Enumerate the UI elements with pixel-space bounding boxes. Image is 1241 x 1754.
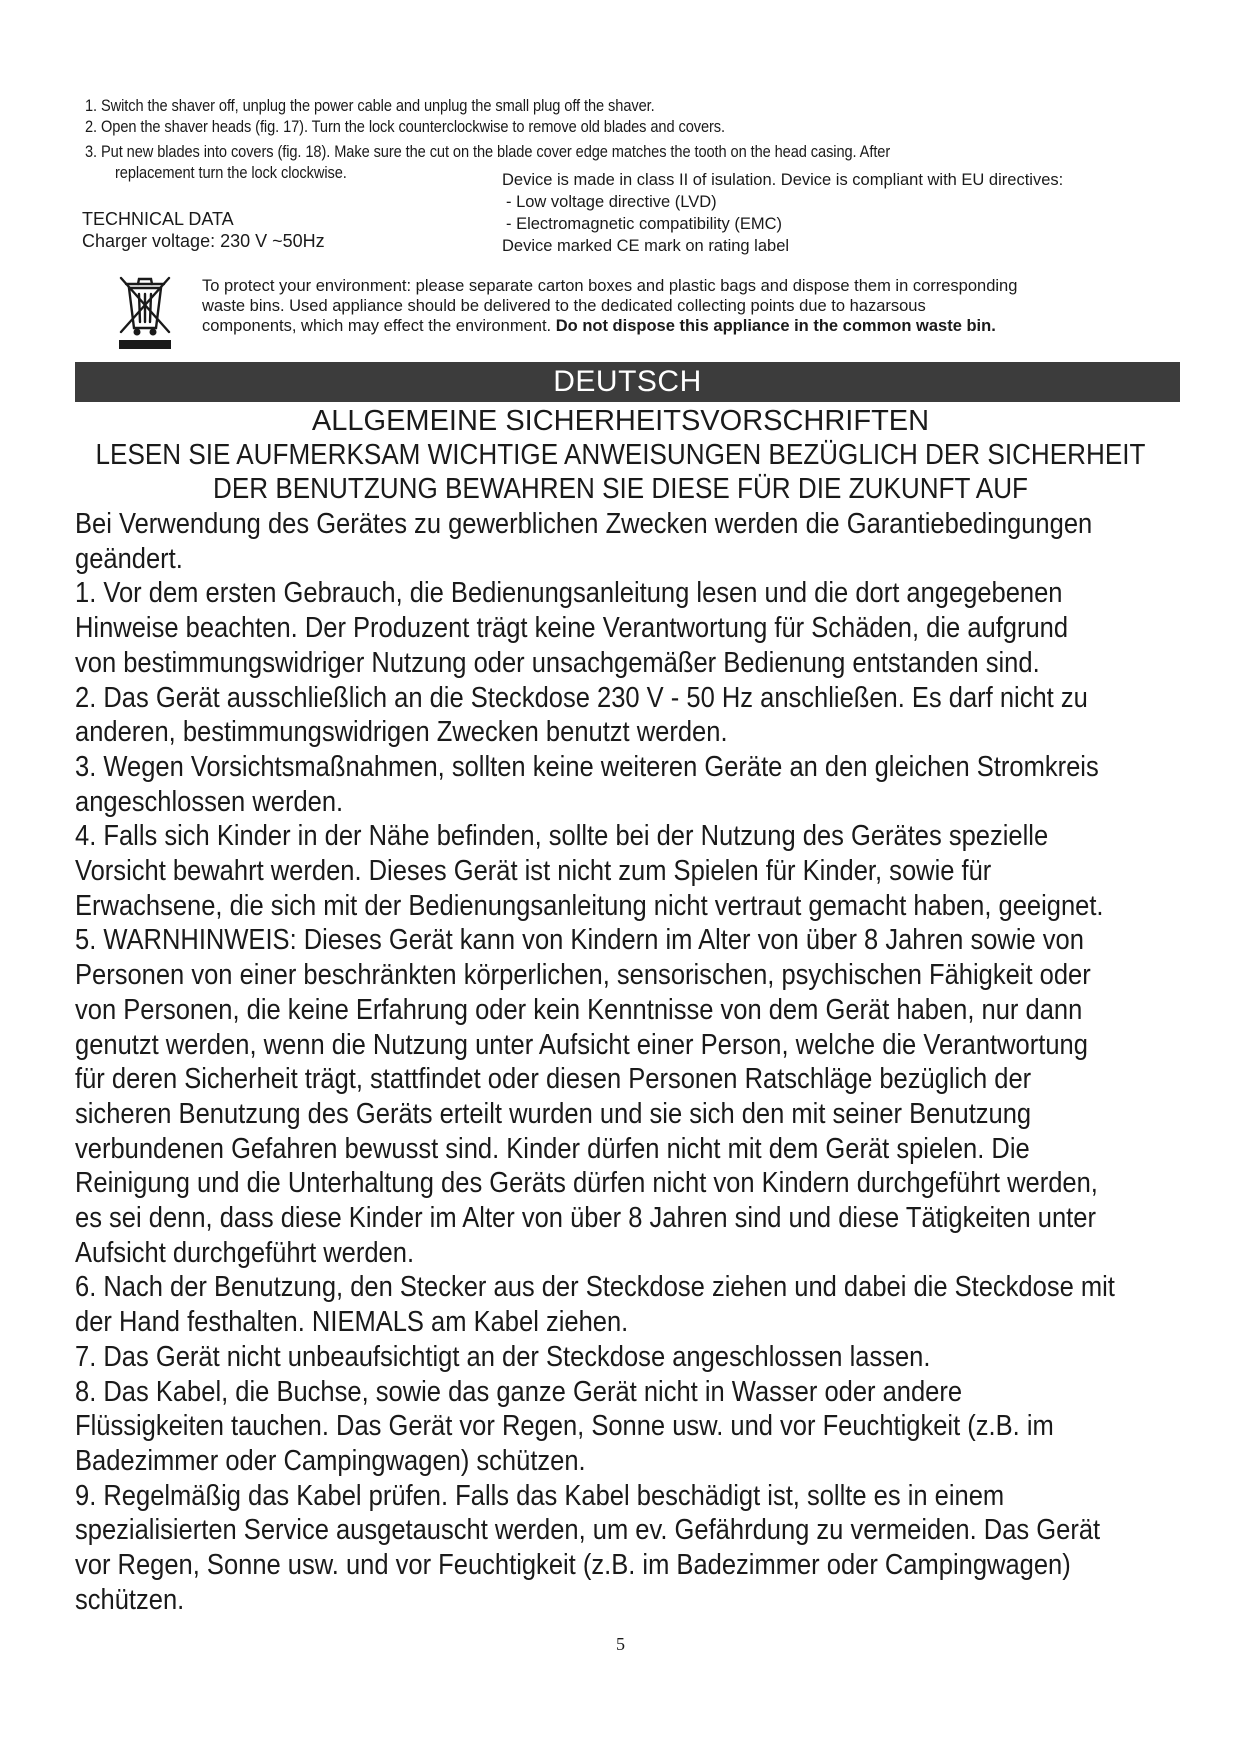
german-body-line: verbundenen Gefahren bewusst sind. Kinder dürfen nicht mit dem Gerät spielen. Die	[75, 1132, 1030, 1165]
page-number: 5	[616, 1634, 625, 1654]
german-body-line: Reinigung und die Unterhaltung des Geräts dürfen nicht von Kindern durchgeführt werden,	[75, 1167, 1098, 1200]
environment-line-3-text: components, which may effect the environment.	[202, 317, 552, 335]
english-step-1: 1. Switch the shaver off, unplug the power cable and unplug the small plug off the shaver.	[85, 96, 655, 115]
german-body-line: genutzt werden, wenn die Nutzung unter Aufsicht einer Person, welche die Verantwortung	[75, 1028, 1088, 1061]
device-info-line-3: - Electromagnetic compatibility (EMC)	[506, 215, 782, 233]
german-body-line: Badezimmer oder Campingwagen) schützen.	[75, 1444, 586, 1477]
german-body-line: 9. Regelmäßig das Kabel prüfen. Falls das Kabel beschädigt ist, sollte es in einem	[75, 1479, 1005, 1512]
device-info-line-1: Device is made in class II of isulation. Device is compliant with EU directives:	[502, 171, 1064, 189]
german-body-line: sicheren Benutzung des Geräts erteilt wurden und sie sich den mit seiner Benutzung	[75, 1097, 1032, 1130]
german-body-line: 5. WARNHINWEIS: Dieses Gerät kann von Kindern im Alter von über 8 Jahren sowie von	[75, 924, 1084, 957]
german-body-line: 6. Nach der Benutzung, den Stecker aus der Steckdose ziehen und dabei die Steckdose mit	[75, 1271, 1115, 1304]
german-body-line: spezialisierten Service ausgetauscht werden, um ev. Gefährdung zu vermeiden. Das Gerät	[75, 1514, 1101, 1547]
section-banner-deutsch: DEUTSCH	[75, 362, 1180, 402]
technical-data-title: TECHNICAL DATA	[82, 209, 234, 229]
weee-crossed-bin-icon	[115, 272, 175, 352]
german-body-line: Vorsicht bewahrt werden. Dieses Gerät ist nicht zum Spielen für Kinder, sowie für	[75, 855, 992, 887]
german-body-line: 4. Falls sich Kinder in der Nähe befinden, sollte bei der Nutzung des Gerätes spezielle	[75, 820, 1049, 853]
german-body-line: von bestimmungswidriger Nutzung oder unsachgemäßer Bedienung entstanden sind.	[75, 646, 1040, 679]
german-body-line: 7. Das Gerät nicht unbeaufsichtigt an der Steckdose angeschlossen lassen.	[75, 1340, 931, 1373]
device-info-line-4: Device marked CE mark on rating label	[502, 237, 790, 255]
german-body-line: anderen, bestimmungswidrigen Zwecken benutzt werden.	[75, 716, 728, 749]
environment-line-3	[202, 316, 996, 336]
german-body-line: Erwachsene, die sich mit der Bedienungsanleitung nicht vertraut gemacht haben, geeignet.	[75, 889, 1104, 922]
german-body-line: 8. Das Kabel, die Buchse, sowie das ganze Gerät nicht in Wasser oder andere	[75, 1375, 963, 1408]
environment-line-2: waste bins. Used appliance should be delivered to the dedicated collecting points due to hazarsous	[202, 297, 926, 315]
german-body-line: es sei denn, dass diese Kinder im Alter von über 8 Jahren sind und diese Tätigkeiten unter	[75, 1202, 1096, 1234]
german-body-line: der Hand festhalten. NIEMALS am Kabel ziehen.	[75, 1306, 629, 1339]
device-info-line-2: - Low voltage directive (LVD)	[506, 193, 717, 211]
german-heading-2: LESEN SIE AUFMERKSAM WICHTIGE ANWEISUNGEN BEZÜGLICH DER SICHERHEIT	[95, 439, 1146, 471]
english-step-3: 3. Put new blades into covers (fig. 18). Make sure the cut on the blade cover edge matches the tooth on the head casing. After	[85, 142, 891, 161]
german-heading-3: DER BENUTZUNG BEWAHREN SIE DIESE FÜR DIE ZUKUNFT AUF	[213, 473, 1028, 505]
german-body-line: Personen von einer beschränkten körperlichen, sensorischen, psychischen Fähigkeit oder	[75, 959, 1091, 992]
german-body-line: Bei Verwendung des Gerätes zu gewerblichen Zwecken werden die Garantiebedingungen	[75, 508, 1093, 540]
german-body-line: 3. Wegen Vorsichtsmaßnahmen, sollten keine weiteren Geräte an den gleichen Stromkreis	[75, 750, 1099, 783]
english-step-3-continued: replacement turn the lock clockwise.	[115, 163, 347, 182]
environment-line-1: To protect your environment: please separate carton boxes and plastic bags and dispose them in corresponding	[202, 277, 1018, 295]
german-heading-1: ALLGEMEINE SICHERHEITSVORSCHRIFTEN	[311, 405, 930, 437]
english-step-2: 2. Open the shaver heads (fig. 17). Turn the lock counterclockwise to remove old blades and covers.	[85, 117, 725, 136]
german-body-line: 1. Vor dem ersten Gebrauch, die Bedienungsanleitung lesen und die dort angegebenen	[75, 577, 1063, 610]
german-body-line: schützen.	[75, 1583, 185, 1616]
german-body-line: angeschlossen werden.	[75, 785, 344, 818]
german-body-line: 2. Das Gerät ausschließlich an die Steckdose 230 V - 50 Hz anschließen. Es darf nicht zu	[75, 681, 1088, 714]
german-body-line: Flüssigkeiten tauchen. Das Gerät vor Regen, Sonne usw. und vor Feuchtigkeit (z.B. im	[75, 1410, 1054, 1443]
german-body-line: vor Regen, Sonne usw. und vor Feuchtigkeit (z.B. im Badezimmer oder Campingwagen)	[75, 1549, 1071, 1581]
german-body-line: Aufsicht durchgeführt werden.	[75, 1236, 415, 1269]
charger-voltage: Charger voltage: 230 V ~50Hz	[82, 231, 325, 251]
environment-warning-bold: Do not dispose this appliance in the common waste bin.	[555, 317, 996, 335]
german-body-line: Hinweise beachten. Der Produzent trägt keine Verantwortung für Schäden, die aufgrund	[75, 612, 1069, 645]
german-body-line: für deren Sicherheit trägt, stattfindet oder diesen Personen Ratschläge bezüglich der	[75, 1063, 1032, 1096]
german-body-line: von Personen, die keine Erfahrung oder kein Kenntnisse von dem Gerät haben, nur dann	[75, 993, 1083, 1026]
german-body-line: geändert.	[75, 542, 183, 575]
